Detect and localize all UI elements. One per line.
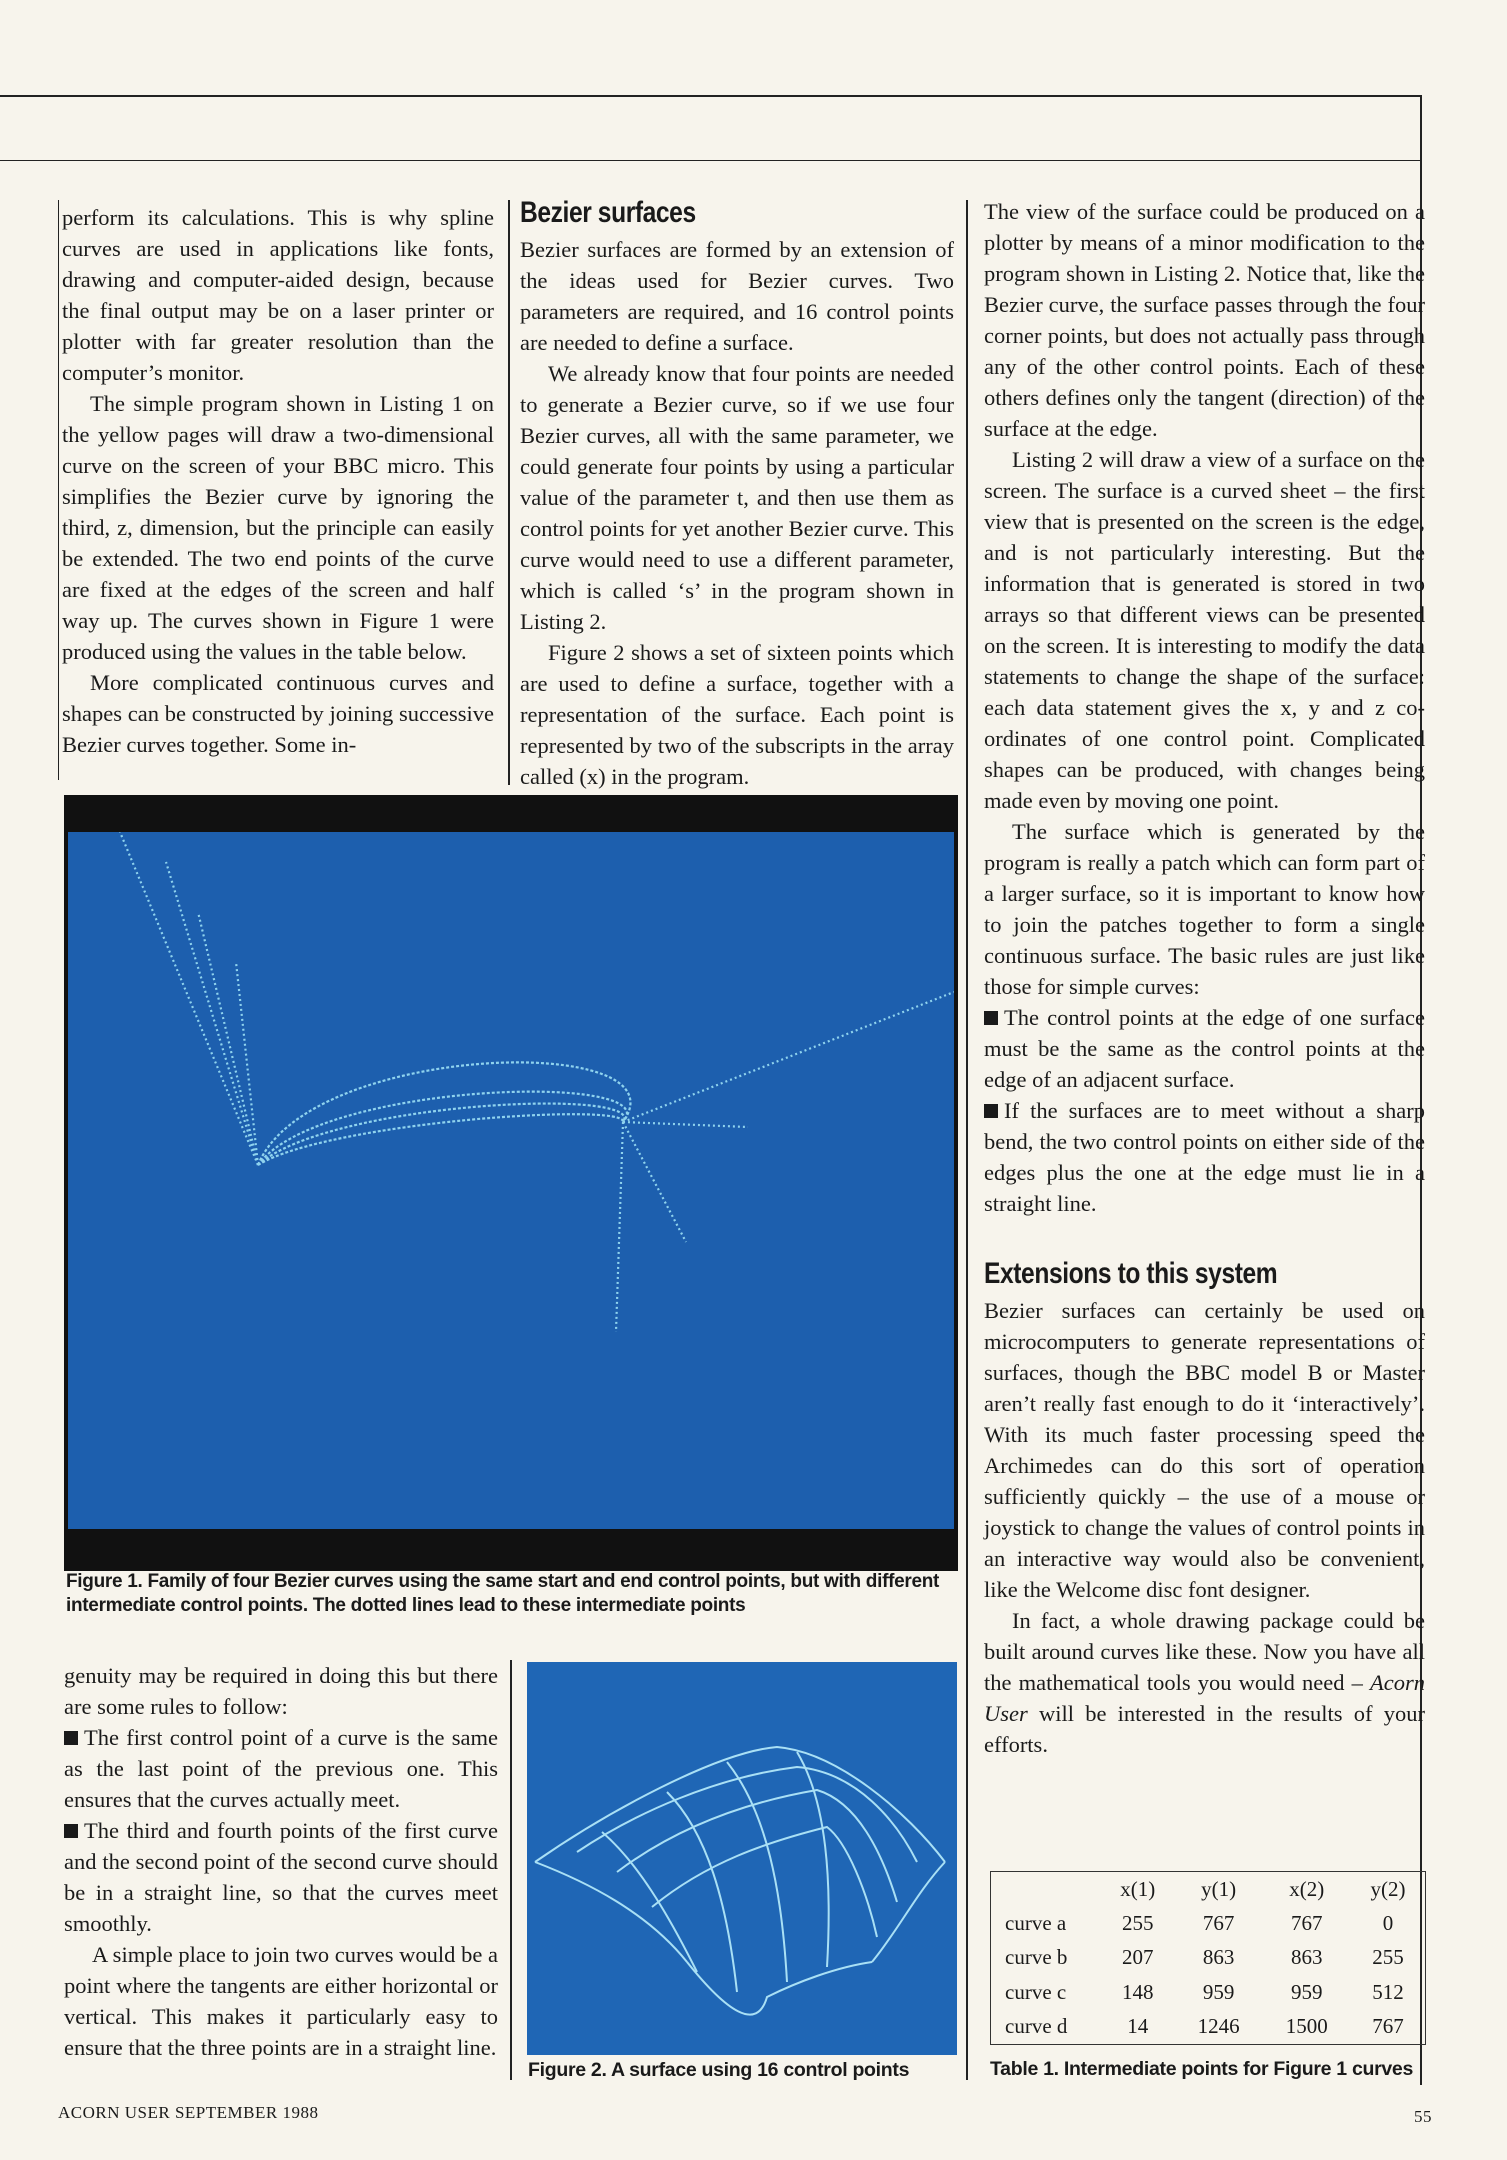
paragraph: Bezier surfaces are formed by an extension of the ideas used for Bezier curves. Two parameters are required, and 16 control points are needed to define a surface. <box>520 237 954 355</box>
column-1-top <box>62 202 494 760</box>
dotted-control-line <box>623 1122 686 1242</box>
table-cell: 1246 <box>1197 2014 1240 2039</box>
bezier-curves-plot <box>68 832 954 1529</box>
table-cell: curve d <box>1005 2014 1068 2039</box>
footer-publication: ACORN USER SEPTEMBER 1988 <box>58 2103 319 2122</box>
magazine-name: Acorn User <box>984 1670 1425 1726</box>
bullet-item: The control points at the edge of one surface must be the same as the control points at the edge of an adjacent surface. <box>984 1002 1425 1095</box>
table-cell: 863 <box>1291 1945 1323 1970</box>
figure-1-caption: Figure 1. Family of four Bezier curves using the same start and end control points, but with different intermediate control points. The dotted lines lead to these intermediate points <box>66 1571 940 1616</box>
surface-line <box>727 1762 787 1982</box>
column-divider <box>508 200 510 785</box>
paragraph: perform its calculations. This is why spline curves are used in applications like fonts, drawing and computer-aided design, because the final output may be on a laser printer or plotter with far greater resolution than the computer’s monitor. <box>62 205 494 385</box>
table-cell: 512 <box>1372 1979 1404 2004</box>
table-cell: 767 <box>1291 1911 1323 1936</box>
dotted-control-line <box>120 832 258 1165</box>
bullet-item: The third and fourth points of the first curve and the second point of the second curve should be in a straight line, so that the curves meet smoothly. <box>64 1815 498 1939</box>
paragraph: More complicated continuous curves and shapes can be constructed by joining successive Bezier curves together. Some in- <box>62 670 494 757</box>
table-header-row <box>991 1872 1426 1907</box>
paragraph: The simple program shown in Listing 1 on the yellow pages will draw a two-dimensional curve on the screen of your BBC micro. This simplifies the Bezier curve by ignoring the third, z, dimension, but the principle can easily be extended. The two end points of the curve are fixed at the edges of the screen and half way up. The curves shown in Figure 1 were produced using the values in the table below. <box>62 391 494 664</box>
bullet-item: The first control point of a curve is the same as the last point of the previous one. This ensures that the curves actually meet. <box>64 1722 498 1815</box>
column-2-top <box>520 196 954 792</box>
surface-line <box>667 1792 737 1992</box>
paragraph: Bezier surfaces can certainly be used on microcomputers to generate representations of surfaces, though the BBC model B or Master aren’t really fast enough to do it ‘interactively’. With its much faster processing speed the Archimedes can do this sort of operation sufficiently quickly – the use of a mouse or joystick to change the values of control points in an interactive way would also be convenient, like the Welcome disc font designer. <box>984 1298 1425 1602</box>
column-divider <box>966 200 968 2080</box>
table-header: x(1) <box>1120 1876 1156 1901</box>
section-heading: Bezier surfaces <box>520 196 696 229</box>
table-cell: 0 <box>1382 1911 1394 1936</box>
figure-1 <box>64 795 958 1571</box>
bezier-curve-d <box>258 1114 623 1165</box>
text-run: In fact, a whole drawing package could be built around curves like these. Now you have all the mathematical tools you would need – <box>984 1608 1425 1695</box>
table-cell: curve b <box>1005 1945 1068 1970</box>
surface-edge <box>535 1747 945 1862</box>
table-cell: 207 <box>1122 1945 1154 1970</box>
table-row <box>991 1975 1426 2009</box>
dotted-control-line <box>623 992 954 1122</box>
paragraph: Listing 2 will draw a view of a surface on the screen. The surface is a curved sheet – the first view that is presented on the screen is the edge, and is not particularly interesting. But the information that is generated is stored in two arrays so that different views can be presented on the screen. It is interesting to modify the data statements to change the shape of the surface: each data statement gives the x, y and z co-ordinates of one control point. Complicated shapes can be produced, with changes being made even by moving one point. <box>984 447 1425 813</box>
table-row <box>991 2010 1426 2045</box>
table-cell: 255 <box>1372 1945 1404 1970</box>
column-divider <box>58 200 59 780</box>
dotted-control-line <box>616 1122 623 1332</box>
paragraph: genuity may be required in doing this but there are some rules to follow: <box>64 1663 498 1719</box>
table-cell: 863 <box>1202 1945 1235 1970</box>
bezier-curve-b <box>258 1092 627 1165</box>
surface-edge <box>872 1862 945 1962</box>
figure-2-caption: Figure 2. A surface using 16 control points <box>528 2059 910 2081</box>
table-row <box>991 1906 1426 1940</box>
table-1 <box>990 1871 1426 2045</box>
figure-1-screen <box>68 832 954 1529</box>
surface-line <box>577 1767 917 1862</box>
dotted-control-line <box>198 912 258 1165</box>
table-header: y(1) <box>1201 1876 1237 1901</box>
table-cell: 148 <box>1122 1979 1154 2004</box>
table-cell: curve c <box>1005 1979 1067 2004</box>
table-header <box>991 1872 1102 1907</box>
paragraph: Figure 2 shows a set of sixteen points which are used to define a surface, together with a representation of the surface. Each point is represented by two of the subscripts in the array called (x) in the program. <box>520 640 954 789</box>
text-run: will be interested in the results of your efforts. <box>984 1701 1425 1757</box>
surface-line <box>652 1827 877 1937</box>
dotted-control-line <box>623 1122 748 1127</box>
paragraph: We already know that four points are needed to generate a Bezier curve, so if we use four Bezier curves, all with the same parameter, we could generate four points by using a particular value of the parameter t, and then use them as control points for yet another Bezier curve. This curve would need to use a different parameter, which is called ‘s’ in the program shown in Listing 2. <box>520 361 954 634</box>
surface-line <box>797 1752 829 1967</box>
table-cell: 959 <box>1291 1979 1323 2004</box>
section-heading: Extensions to this system <box>984 1257 1278 1290</box>
table-cell: 1500 <box>1285 2014 1328 2039</box>
column-divider <box>510 1660 512 2080</box>
table-cell: 14 <box>1127 2014 1149 2039</box>
table-cell: 255 <box>1122 1911 1154 1936</box>
table-cell: 959 <box>1202 1979 1235 2004</box>
table-row <box>991 1941 1426 1975</box>
dotted-control-line <box>236 962 258 1165</box>
table-header: x(2) <box>1289 1876 1325 1901</box>
bezier-surface-plot <box>527 1662 957 2055</box>
bezier-curve-c <box>258 1104 624 1165</box>
top-rule <box>0 95 1420 97</box>
surface-edge <box>687 1962 872 2015</box>
paragraph: A simple place to join two curves would be a point where the tangents are either horizontal or vertical. This makes it particularly easy to ensure that the three points are in a straight line. <box>64 1942 498 2060</box>
table-cell: 767 <box>1372 2014 1404 2039</box>
bullet-item: If the surfaces are to meet without a sharp bend, the two control points on either side of the edges plus the one at the edge must lie in a straight line. <box>984 1095 1425 1219</box>
paragraph: The view of the surface could be produced on a plotter by means of a minor modification to the program shown in Listing 2. Notice that, like the Bezier curve, the surface passes through the four corner points, but does not actually pass through any of the other control points. Each of these others defines only the tangent (direction) of the surface at the edge. <box>984 199 1425 441</box>
paragraph <box>984 1605 1425 1760</box>
paragraph: The surface which is generated by the program is really a patch which can form part of a larger surface, so it is important to know how to join the patches together to form a single continuous surface. The basic rules are just like those for simple curves: <box>984 819 1425 999</box>
table-header: y(2) <box>1370 1876 1406 1901</box>
table-cell: curve a <box>1005 1911 1067 1936</box>
dotted-control-line <box>166 862 258 1165</box>
table-cell: 767 <box>1202 1911 1235 1936</box>
table-1-caption: Table 1. Intermediate points for Figure 1 curves <box>990 2058 1414 2080</box>
figure-2 <box>527 1662 957 2055</box>
top-rule-2 <box>0 160 1420 161</box>
column-1-bottom <box>64 1660 498 2063</box>
column-3 <box>984 196 1425 1760</box>
page-number: 55 <box>1414 2107 1432 2126</box>
